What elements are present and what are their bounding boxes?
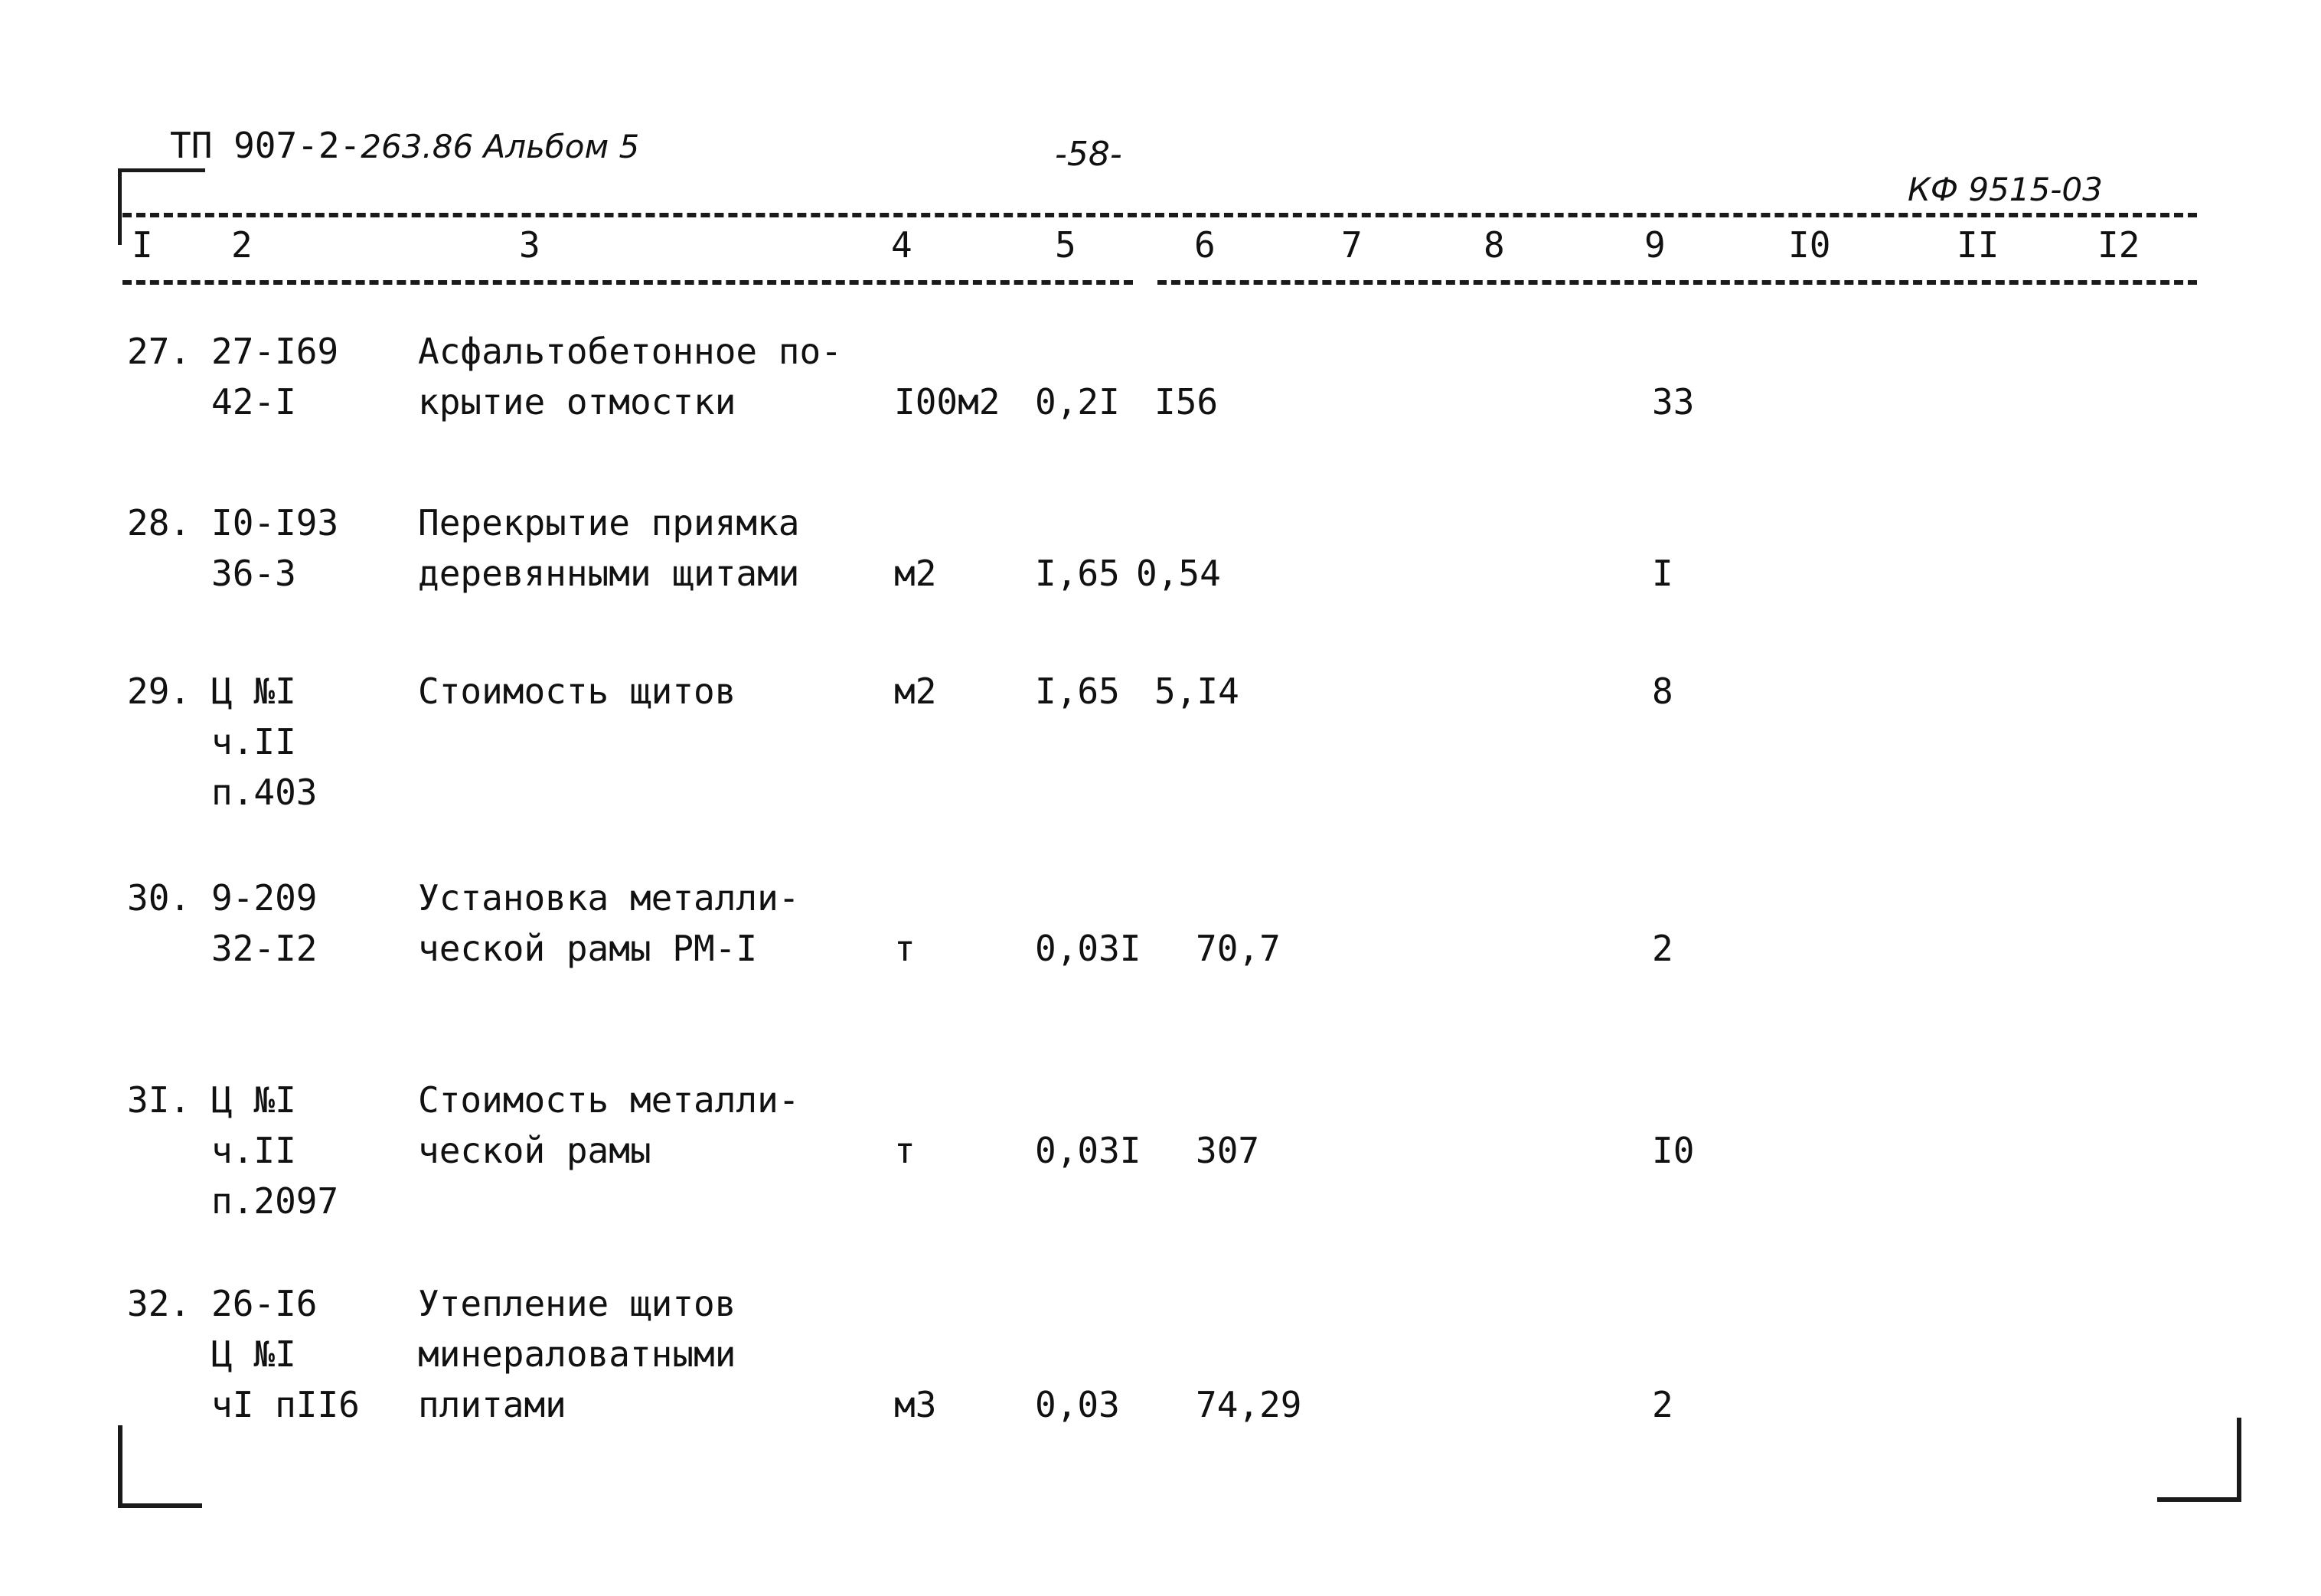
row-unit-price: 74,29 [1196, 1384, 1302, 1425]
column-number-12: I2 [2097, 224, 2140, 266]
row-number: 28. [127, 502, 191, 543]
row-quantity: 0,2I [1035, 381, 1120, 423]
column-number-9: 9 [1644, 224, 1666, 266]
row-code-line: I0-I93 [211, 502, 339, 543]
row-unit: м2 [894, 671, 937, 712]
frame-bottom-left-vertical [118, 1425, 122, 1508]
column-number-8: 8 [1484, 224, 1505, 266]
row-name-line: Установка металли- [418, 877, 800, 919]
header-bottom-rule-left [122, 280, 1133, 285]
row-name-line: ческой рамы [418, 1130, 651, 1171]
column-number-5: 5 [1055, 224, 1076, 266]
row-code-line: чI пII6 [211, 1384, 360, 1425]
sheet-code: КФ 9515-03 [1908, 171, 2103, 208]
row-name-line: деревянными щитами [418, 553, 800, 594]
column-number-1: I [132, 224, 153, 266]
row-name-line: ческой рамы РМ-I [418, 928, 758, 969]
row-total: 2 [1652, 1384, 1673, 1425]
row-unit-price: 70,7 [1196, 928, 1281, 969]
row-unit: т [894, 928, 916, 969]
row-number: 3I. [127, 1079, 191, 1121]
row-name-line: Стоимость металли- [418, 1079, 800, 1121]
column-number-10: I0 [1788, 224, 1831, 266]
row-code-line: Ц №I [211, 1079, 296, 1121]
frame-bottom-right-vertical [2237, 1418, 2241, 1502]
row-quantity: I,65 [1035, 671, 1120, 712]
frame-top-left-vertical [118, 168, 122, 245]
row-total: 2 [1652, 928, 1673, 969]
row-code-line: Ц №I [211, 671, 296, 712]
row-name-line: минераловатными [418, 1333, 736, 1375]
row-number: 27. [127, 331, 191, 372]
column-number-4: 4 [891, 224, 912, 266]
row-code-line: 9-209 [211, 877, 318, 919]
row-name-line: плитами [418, 1384, 566, 1425]
row-number: 32. [127, 1283, 191, 1324]
row-unit-price: 5,I4 [1154, 671, 1239, 712]
project-code-handwritten: 263.86 Альбом 5 [361, 128, 640, 165]
row-code-line: ч.II [211, 721, 296, 762]
row-number: 30. [127, 877, 191, 919]
row-unit-price: 307 [1196, 1130, 1260, 1171]
row-total: I0 [1652, 1130, 1695, 1171]
row-name-line: крытие отмостки [418, 381, 736, 423]
row-code-line: п.2097 [211, 1180, 339, 1222]
row-name-line: Утепление щитов [418, 1283, 736, 1324]
row-code-line: 36-3 [211, 553, 296, 594]
row-quantity: 0,03I [1035, 928, 1141, 969]
row-unit-price: 0,54 [1136, 553, 1221, 594]
row-code-line: 27-I69 [211, 331, 339, 372]
row-unit: т [894, 1130, 916, 1171]
frame-top-left-horizontal [119, 168, 205, 172]
row-code-line: 26-I6 [211, 1283, 318, 1324]
project-code [170, 122, 639, 170]
row-code-line: 32-I2 [211, 928, 318, 969]
row-code-line: Ц №I [211, 1333, 296, 1375]
project-code-typed: ТП 907-2- [170, 125, 361, 166]
frame-bottom-left-horizontal [118, 1503, 202, 1508]
row-total: I [1652, 553, 1673, 594]
row-number: 29. [127, 671, 191, 712]
column-number-11: II [1957, 224, 1999, 266]
row-unit: I00м2 [894, 381, 1001, 423]
row-total: 33 [1652, 381, 1695, 423]
column-number-6: 6 [1194, 224, 1216, 266]
row-code-line: 42-I [211, 381, 296, 423]
column-number-2: 2 [231, 224, 253, 266]
row-unit: м3 [894, 1384, 937, 1425]
page-number: -58- [1055, 135, 1122, 174]
row-quantity: 0,03 [1035, 1384, 1120, 1425]
row-name-line: Перекрытие приямка [418, 502, 800, 543]
row-name-line: Асфальтобетонное по- [418, 331, 842, 372]
row-code-line: ч.II [211, 1130, 296, 1171]
column-number-3: 3 [519, 224, 540, 266]
header-top-rule [122, 213, 2197, 217]
row-unit-price: I56 [1154, 381, 1219, 423]
row-total: 8 [1652, 671, 1673, 712]
frame-bottom-right-horizontal [2157, 1497, 2241, 1502]
row-quantity: 0,03I [1035, 1130, 1141, 1171]
row-code-line: п.403 [211, 772, 318, 813]
column-number-7: 7 [1341, 224, 1363, 266]
row-unit: м2 [894, 553, 937, 594]
row-quantity: I,65 [1035, 553, 1120, 594]
row-name-line: Стоимость щитов [418, 671, 736, 712]
header-bottom-rule-right [1157, 280, 2197, 285]
